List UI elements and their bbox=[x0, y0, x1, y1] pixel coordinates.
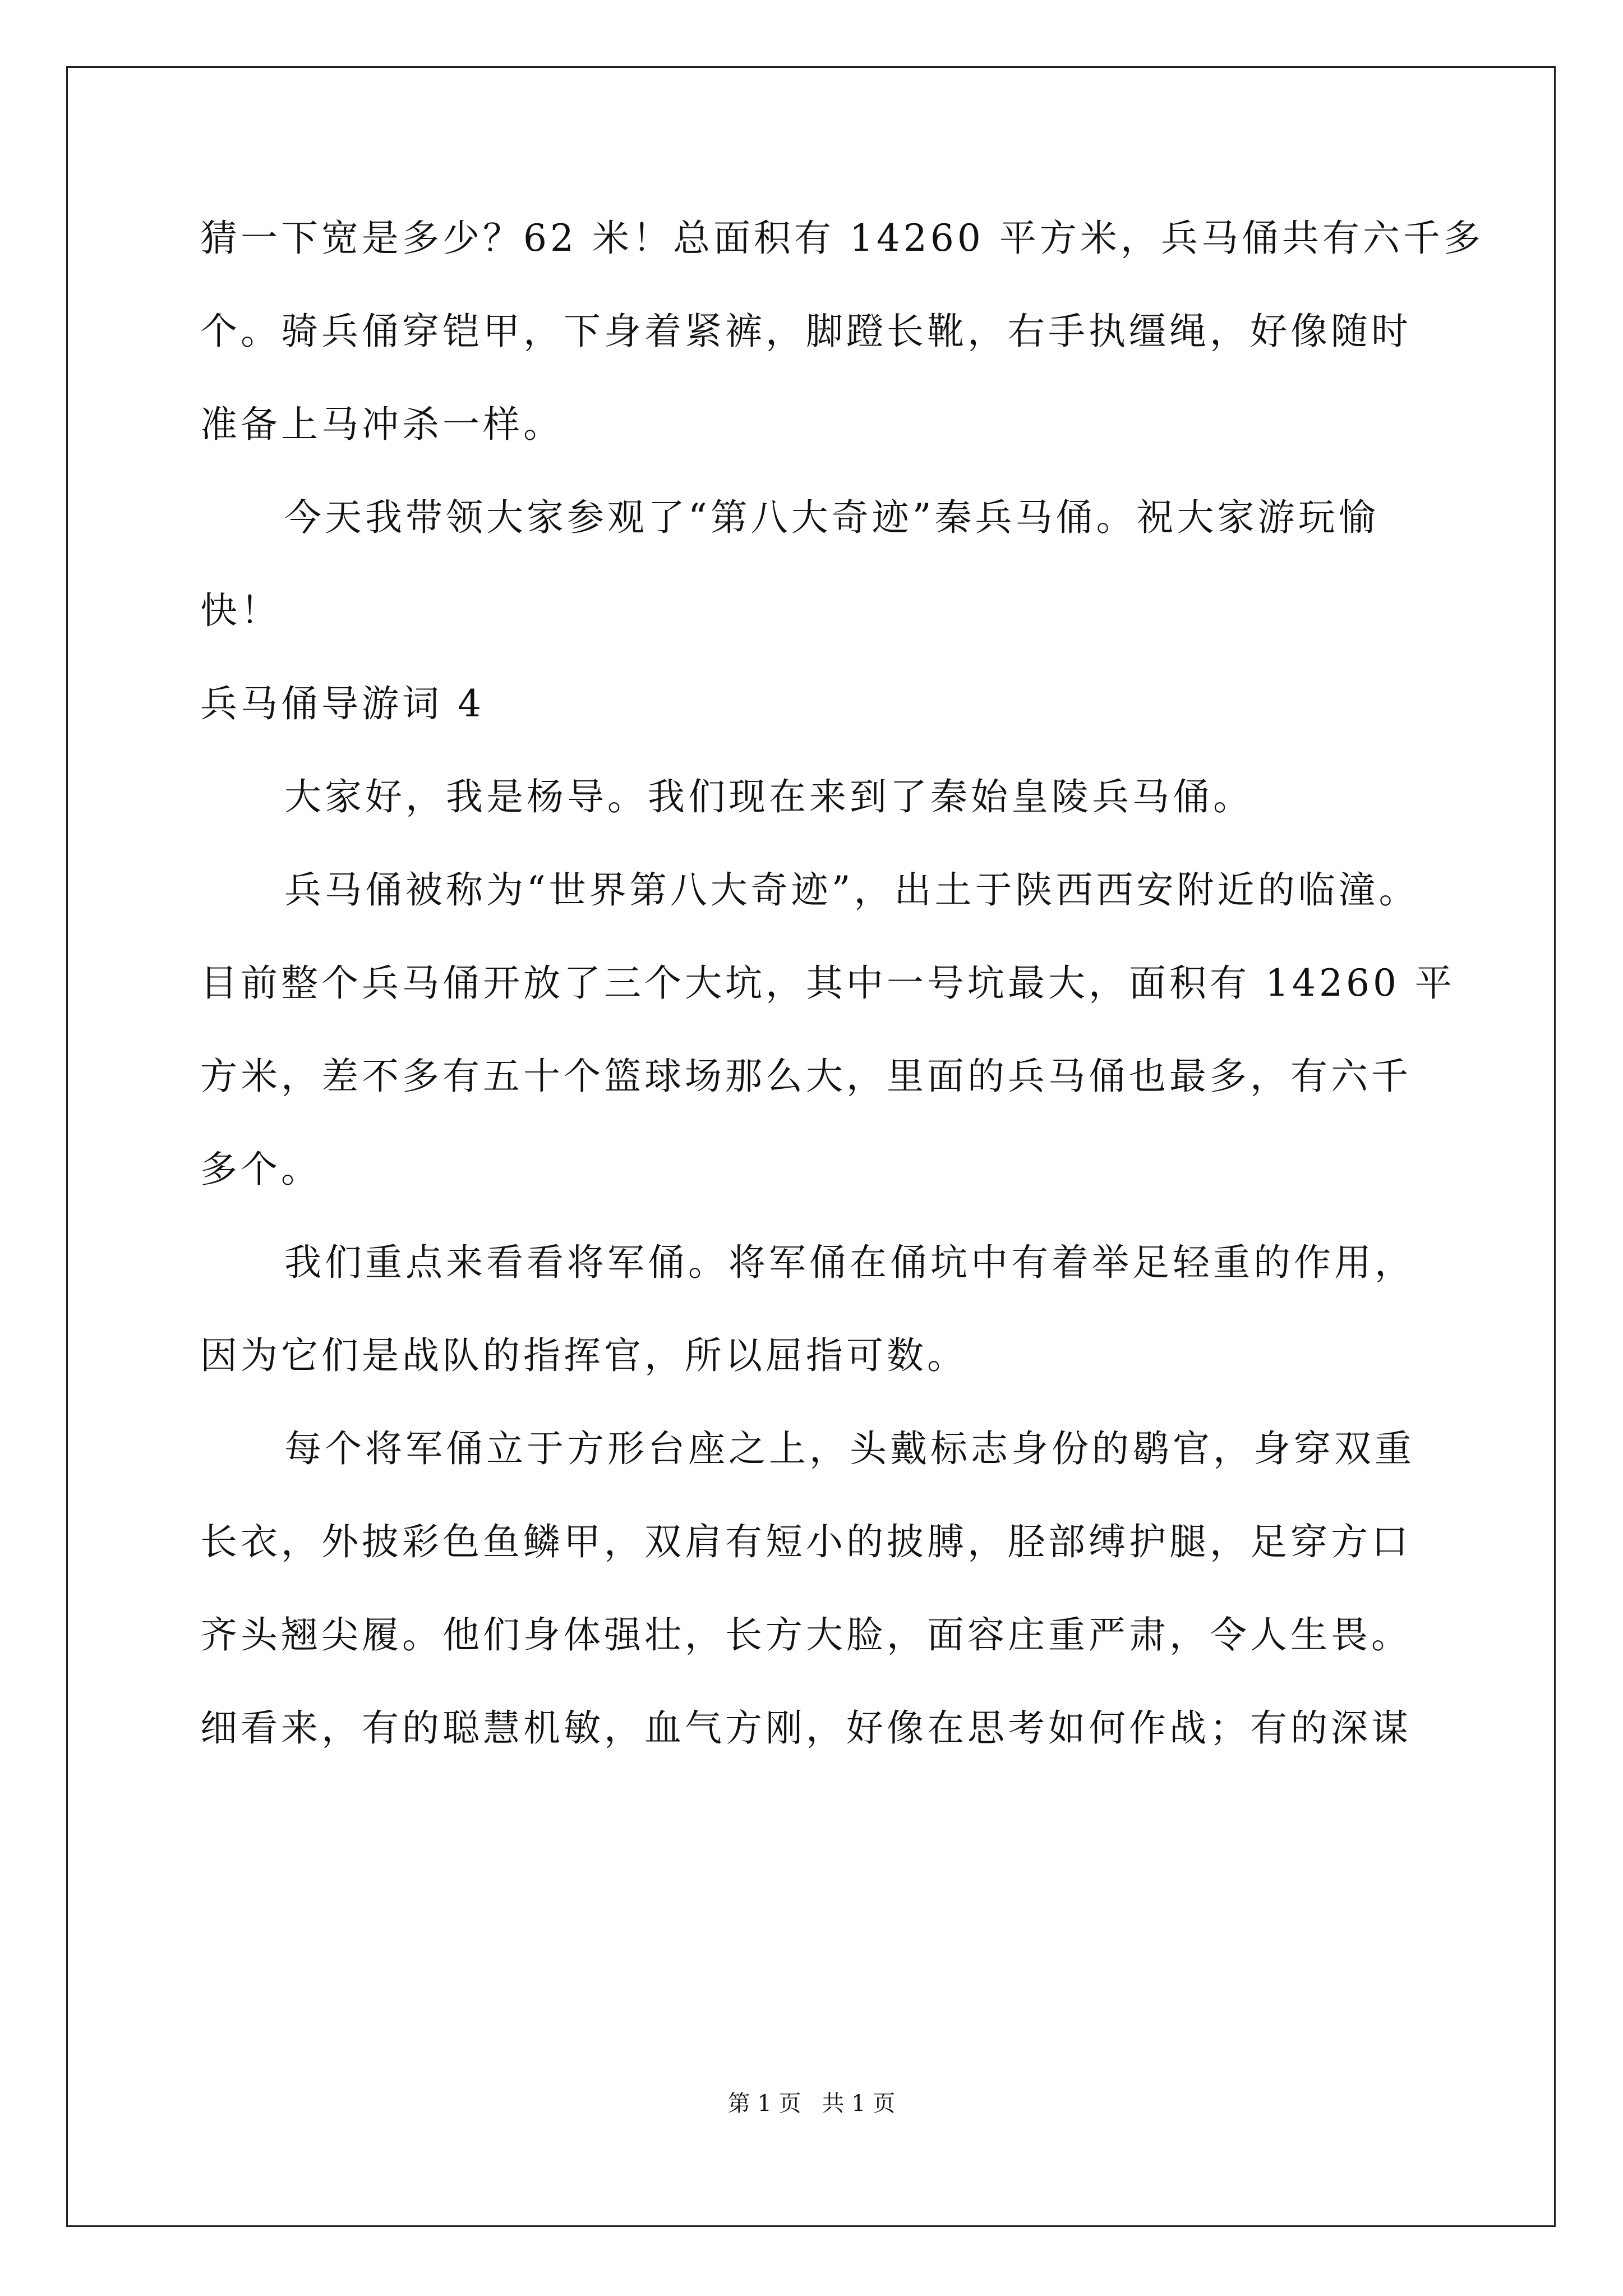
page-footer bbox=[0, 2090, 1623, 2118]
text-line: 目前整个兵马俑开放了三个大坑，其中一号坑最大，面积有 14260 平 bbox=[200, 961, 1455, 1005]
section-heading: 兵马俑导游词 4 bbox=[200, 682, 485, 725]
text-line: 猜一下宽是多少？62 米！总面积有 14260 平方米，兵马俑共有六千多 bbox=[200, 217, 1484, 260]
text-line: 大家好，我是杨导。我们现在来到了秦始皇陵兵马俑。 bbox=[284, 775, 1253, 818]
text-line: 准备上马冲杀一样。 bbox=[200, 403, 564, 446]
text-line: 方米，差不多有五十个篮球场那么大，里面的兵马俑也最多，有六千 bbox=[200, 1055, 1412, 1098]
text-line: 长衣，外披彩色鱼鳞甲，双肩有短小的披膊，胫部缚护腿，足穿方口 bbox=[200, 1520, 1412, 1563]
text-line: 每个将军俑立于方形台座之上，头戴标志身份的鹖官，身穿双重 bbox=[284, 1427, 1415, 1470]
text-line: 兵马俑被称为“世界第八大奇迹”，出土于陕西西安附近的临潼。 bbox=[284, 868, 1419, 912]
text-line: 我们重点来看看将军俑。将军俑在俑坑中有着举足轻重的作用， bbox=[284, 1241, 1415, 1284]
text-line: 今天我带领大家参观了“第八大奇迹”秦兵马俑。祝大家游玩愉 bbox=[284, 496, 1379, 539]
page-number-total: 共 1 页 bbox=[822, 2091, 896, 2116]
text-line: 多个。 bbox=[200, 1148, 321, 1191]
text-line: 个。骑兵俑穿铠甲，下身着紧裤，脚蹬长靴，右手执缰绳，好像随时 bbox=[200, 310, 1412, 353]
text-line: 因为它们是战队的指挥官，所以屈指可数。 bbox=[200, 1334, 967, 1377]
text-line: 细看来，有的聪慧机敏，血气方刚，好像在思考如何作战；有的深谋 bbox=[200, 1706, 1412, 1750]
page-border bbox=[66, 66, 1556, 2227]
text-line: 快！ bbox=[200, 589, 281, 632]
text-line: 齐头翘尖履。他们身体强壮，长方大脸，面容庄重严肃，令人生畏。 bbox=[200, 1613, 1412, 1657]
page-number-current: 第 1 页 bbox=[727, 2091, 801, 2116]
